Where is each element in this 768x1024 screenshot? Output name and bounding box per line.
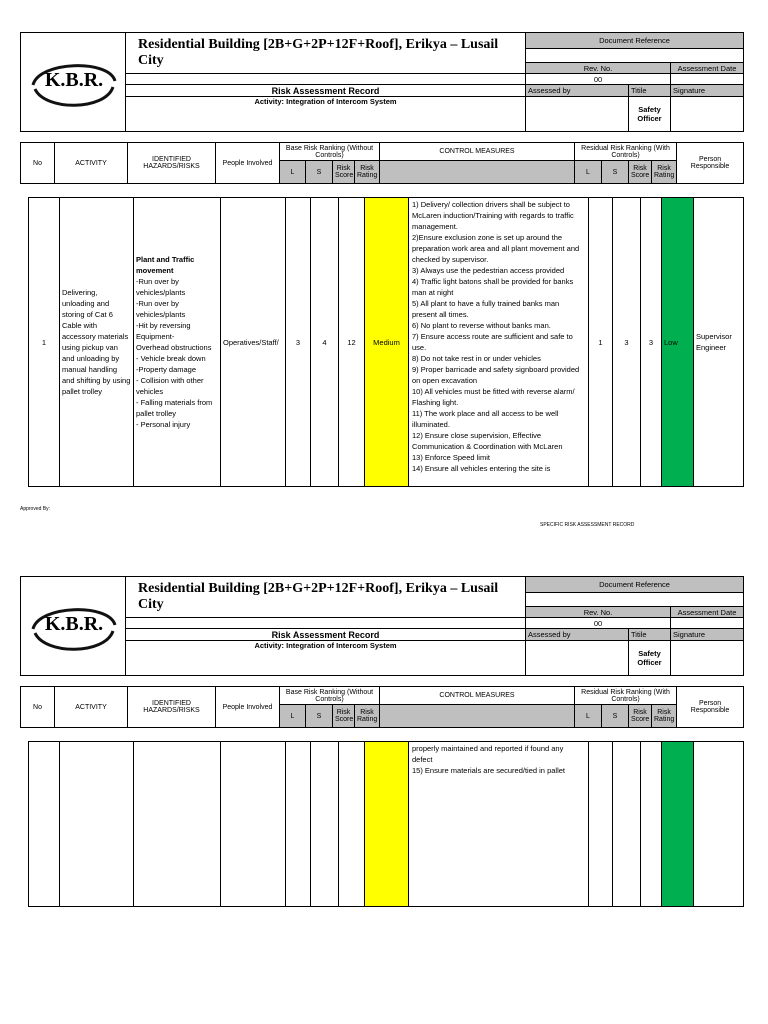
rev-no-label: Rev. No. [526,607,671,618]
record-title: Risk Assessment Record [126,629,526,641]
assessment-date-label: Assessment Date [671,607,744,618]
col-risk-rating: Risk Rating [355,705,380,728]
logo-cell [21,577,126,676]
col-s: S [306,705,333,728]
col-base-group: Base Risk Ranking (Without Controls) [280,143,380,161]
hazard-item: -Property damage [136,365,197,374]
col-activity: ACTIVITY [55,687,128,728]
row-people: Operatives/Staff/ [221,198,286,487]
row-hazards [134,198,221,487]
hazard-item: - Collision with other vehicles [136,376,204,396]
row-res-s: 3 [613,198,641,487]
col-risk-score: Risk Score [333,161,355,184]
title-value: Safety Officer [629,641,671,676]
doc-ref-value [526,593,744,607]
col-control: CONTROL MEASURES [380,687,575,705]
row-no [29,742,60,907]
doc-ref-value [526,49,744,63]
header-table [20,32,744,132]
row-res-l [589,742,613,907]
row-res-score [641,742,662,907]
row-measures [409,198,589,487]
doc-ref-label: Document Reference [526,33,744,49]
activity-line: Activity: Integration of Intercom System [126,641,526,676]
footer-note: SPECIFIC RISK ASSESSMENT RECORD [540,522,635,528]
row-score: 12 [339,198,365,487]
measure-item: 14) Ensure all vehicles entering the site is [412,464,551,473]
logo-text: K.B.R. [44,613,104,635]
logo-text: K.B.R. [44,69,104,91]
col-l: L [280,161,306,184]
col-risk-score: Risk Score [333,705,355,728]
assessment-date-value [671,618,744,629]
measure-item: 8) Do not take rest in or under vehicles [412,354,541,363]
risk-row-table-continued [28,741,744,907]
record-title: Risk Assessment Record [126,85,526,97]
title-value: Safety Officer [629,97,671,132]
col-hazards: IDENTIFIED HAZARDS/RISKS [128,687,216,728]
measure-item: 5) All plant to have a fully trained banks man present all times. [412,299,560,319]
hazard-item: - Vehicle break down [136,354,206,363]
column-header-table [20,686,744,728]
hazard-item: -Run over by vehicles/plants [136,299,186,319]
table-row [29,742,744,907]
row-person: Supervisor Engineer [694,198,744,487]
signature-value [671,641,744,676]
row-rating-medium: Medium [365,198,409,487]
assessed-by-label: Assessed by [526,629,629,641]
measure-item: 7) Ensure access route are sufficient and safe to use. [412,332,573,352]
col-people: People Involved [216,687,280,728]
hazard-title: Plant and Traffic movement [136,255,195,275]
measure-item: 12) Ensure close supervision, Effective Communication & Coordination with McLaren [412,431,563,451]
signature-value [671,97,744,132]
row-res-score: 3 [641,198,662,487]
col-activity: ACTIVITY [55,143,128,184]
measure-item: 15) Ensure materials are secured/tied in pallet [412,766,565,775]
assessment-date-value [671,74,744,85]
col-residual-group: Residual Risk Ranking (With Controls) [575,687,677,705]
col-res-rating: Risk Rating [652,161,677,184]
measure-item: defect [412,755,433,764]
hazard-item: - Falling materials from pallet trolley [136,398,213,418]
title-spacer [126,74,526,85]
measure-item: 4) Traffic light batons shall be provided for banks man at night [412,277,574,297]
col-control-sub [380,161,575,184]
row-no: 1 [29,198,60,487]
kbr-logo [29,599,119,653]
col-no: No [21,687,55,728]
row-l: 3 [286,198,311,487]
assessed-by-value [526,97,629,132]
kbr-logo [29,55,119,109]
measure-item: McLaren induction/Training with regards to traffic management. [412,211,574,231]
assessment-date-label: Assessment Date [671,63,744,74]
row-res-rating-low [662,742,694,907]
col-residual-group: Residual Risk Ranking (With Controls) [575,143,677,161]
measure-item: 6) No plant to reverse without banks man. [412,321,551,330]
measure-item: 11) The work place and all access to be well illuminated. [412,409,559,429]
measure-item: 1) Delivery/ collection drivers shall be subject to [412,200,570,209]
header-table [20,576,744,676]
row-person [694,742,744,907]
row-res-rating-low: Low [662,198,694,487]
col-control-sub [380,705,575,728]
hazard-item: -Hit by reversing Equipment- [136,321,191,341]
approved-by: Approved By: [20,506,51,512]
col-people: People Involved [216,143,280,184]
row-people [221,742,286,907]
row-score [339,742,365,907]
col-hazards: IDENTIFIED HAZARDS/RISKS [128,143,216,184]
table-row [29,198,744,487]
doc-ref-label: Document Reference [526,577,744,593]
column-header-table [20,142,744,184]
signature-label: Signature [671,85,744,97]
col-person: Person Responsible [677,687,744,728]
measure-item: 10) All vehicles must be fitted with reverse alarm/ Flashing light. [412,387,575,407]
title-label: Titile [629,629,671,641]
col-s: S [306,161,333,184]
hazard-item: - Personal injury [136,420,191,429]
page-2 [20,576,743,907]
measure-item: 2)Ensure exclusion zone is set up around the preparation work area and all plant movement and checked by supervisor. [412,233,580,264]
col-res-l: L [575,705,602,728]
assessed-by-value [526,641,629,676]
rev-no-value: 00 [526,74,671,85]
risk-row-table [28,197,744,487]
col-res-score: Risk Score [629,705,652,728]
col-person: Person Responsible [677,143,744,184]
col-base-group: Base Risk Ranking (Without Controls) [280,687,380,705]
col-l: L [280,705,306,728]
rev-no-label: Rev. No. [526,63,671,74]
col-res-rating: Risk Rating [652,705,677,728]
activity-line: Activity: Integration of Intercom System [126,97,526,132]
row-l [286,742,311,907]
project-title: Residential Building [2B+G+2P+12F+Roof], Erikya – Lusail City [126,577,526,618]
project-title: Residential Building [2B+G+2P+12F+Roof], Erikya – Lusail City [126,33,526,74]
col-control: CONTROL MEASURES [380,143,575,161]
row-activity: Delivering, unloading and storing of Cat 6 Cable with accessory materials using pickup van and unloading by manual handling and shifting by using pallet trolley [60,198,134,487]
col-no: No [21,143,55,184]
row-measures [409,742,589,907]
row-res-l: 1 [589,198,613,487]
measure-item: properly maintained and reported if found any [412,744,564,753]
col-res-s: S [602,705,629,728]
col-res-s: S [602,161,629,184]
row-hazards [134,742,221,907]
col-risk-rating: Risk Rating [355,161,380,184]
row-res-s [613,742,641,907]
measure-item: 9) Proper barricade and safety signboard provided on open excavation [412,365,580,385]
row-s [311,742,339,907]
logo-cell [21,33,126,132]
title-label: Titile [629,85,671,97]
row-rating-medium [365,742,409,907]
row-activity [60,742,134,907]
row-s: 4 [311,198,339,487]
title-spacer [126,618,526,629]
measure-item: 13) Enforce Speed limit [412,453,490,462]
assessed-by-label: Assessed by [526,85,629,97]
rev-no-value: 00 [526,618,671,629]
hazard-item: -Run over by vehicles/plants [136,277,186,297]
signature-label: Signature [671,629,744,641]
page-1 [20,32,743,487]
col-res-l: L [575,161,602,184]
col-res-score: Risk Score [629,161,652,184]
measure-item: 3) Always use the pedestrian access provided [412,266,565,275]
hazard-item: Overhead obstructions [136,343,212,352]
